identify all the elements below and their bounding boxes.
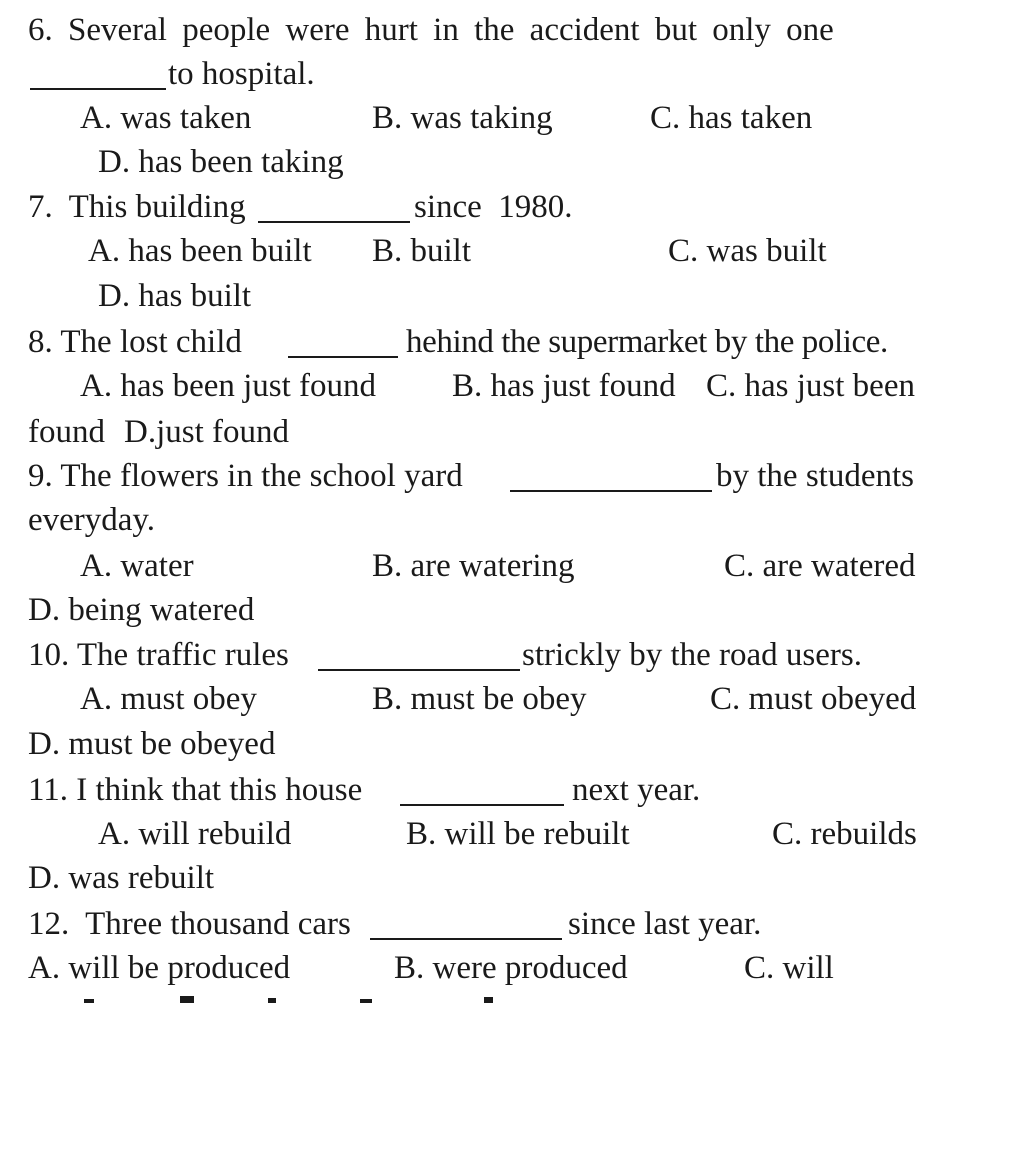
q7-option-d: D. has built [98, 278, 252, 314]
q8-option-b: B. has just found [452, 368, 676, 404]
q10-options-row [0, 677, 1024, 721]
q11-stem-text: 11. I think that this house [28, 772, 363, 808]
q8-option-a: A. has been just found [80, 368, 377, 404]
q12-option-a: A. will be produced [28, 950, 291, 986]
q11-option-c: C. rebuilds [772, 816, 917, 852]
q10-option-d: D. must be obeyed [28, 726, 276, 762]
q9-option-c: C. are watered [724, 548, 916, 584]
q10-stem-end: strickly by the road users. [522, 637, 863, 673]
q8-option-d: D.just found [124, 414, 289, 450]
cut-off-text-fragments [0, 990, 1024, 1003]
q11-answer-blank [400, 774, 564, 806]
q11-options-row [0, 812, 1024, 856]
q7-options-row [0, 229, 1024, 273]
q11-option-d: D. was rebuilt [28, 860, 215, 896]
q10-stem-text: 10. The traffic rules [28, 637, 289, 673]
q10-options-row-2 [0, 722, 1024, 766]
q6-stem-line-2 [0, 52, 1024, 96]
q6-stem-end: to hospital. [168, 56, 315, 92]
q8-stem-line [0, 320, 1024, 364]
q12-stem-end: since last year. [568, 906, 762, 942]
q8-stem-end: hehind the supermarket by the police. [406, 324, 888, 360]
q12-stem-text: 12. Three thousand cars [28, 906, 351, 942]
q7-option-c: C. was built [668, 233, 827, 269]
q9-stem-line-1 [0, 454, 1024, 498]
q8-answer-blank [288, 326, 398, 358]
q7-stem-text: 7. This building [28, 189, 246, 225]
q9-option-a: A. water [80, 548, 194, 584]
q12-answer-blank [370, 908, 562, 940]
q11-option-a: A. will rebuild [98, 816, 292, 852]
q11-stem-line [0, 768, 1024, 812]
q6-answer-blank [30, 58, 166, 90]
q12-option-c: C. will [744, 950, 834, 986]
q11-stem-end: next year. [572, 772, 701, 808]
q6-option-a: A. was taken [80, 100, 252, 136]
q6-option-d: D. has been taking [98, 144, 344, 180]
q10-stem-line [0, 633, 1024, 677]
q12-stem-line [0, 902, 1024, 946]
q9-stem-continued: everyday. [28, 502, 156, 538]
q10-option-c: C. must obeyed [710, 681, 917, 717]
q7-options-row-2 [0, 274, 1024, 318]
q7-stem-line [0, 185, 1024, 229]
q8-options-row-2 [0, 410, 1024, 454]
q7-option-b: B. built [372, 233, 472, 269]
q9-stem-end: by the students [716, 458, 914, 494]
q7-option-a: A. has been built [88, 233, 312, 269]
cut-off-next-line [0, 990, 1024, 1003]
q6-options-row-2 [0, 140, 1024, 184]
q9-options-row-2 [0, 588, 1024, 632]
q9-answer-blank [510, 460, 712, 492]
q6-option-c: C. has taken [650, 100, 813, 136]
q11-options-row-2 [0, 856, 1024, 900]
q11-option-b: B. will be rebuilt [406, 816, 630, 852]
q8-option-c-continued: found [28, 414, 105, 450]
q12-options-row [0, 946, 1024, 990]
q7-stem-end: since 1980. [414, 189, 573, 225]
q8-stem-text: 8. The lost child [28, 324, 242, 360]
q7-answer-blank [258, 191, 410, 223]
q8-option-c: C. has just been [706, 368, 915, 404]
q10-option-a: A. must obey [80, 681, 257, 717]
q9-stem-text: 9. The flowers in the school yard [28, 458, 463, 494]
q6-option-b: B. was taking [372, 100, 553, 136]
q9-option-b: B. are watering [372, 548, 575, 584]
q10-option-b: B. must be obey [372, 681, 587, 717]
q6-stem-text: 6. Several people were hurt in the accident but only one [28, 12, 834, 48]
q9-stem-line-2 [0, 498, 1024, 542]
q12-option-b: B. were produced [394, 950, 628, 986]
q10-answer-blank [318, 639, 520, 671]
q8-options-row [0, 364, 1024, 408]
q9-option-d: D. being watered [28, 592, 255, 628]
q9-options-row [0, 544, 1024, 588]
q6-options-row [0, 96, 1024, 140]
q6-stem-line-1 [0, 8, 1024, 52]
